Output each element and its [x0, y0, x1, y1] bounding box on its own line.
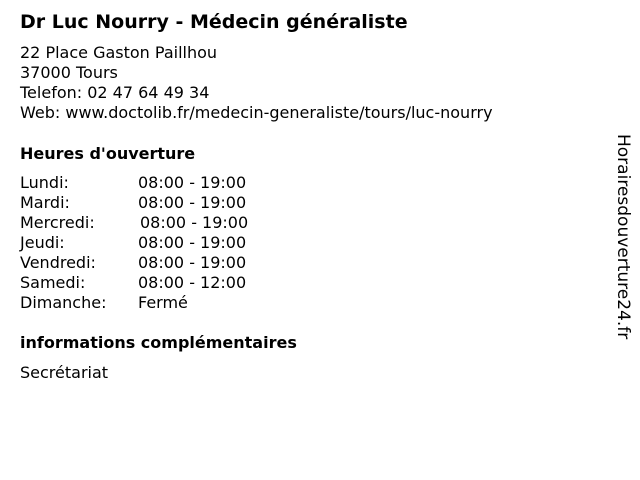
hours-row-tuesday	[20, 193, 600, 213]
additional-info-heading: informations complémentaires	[20, 333, 297, 352]
day-label: Lundi:	[20, 173, 69, 192]
time-value: 08:00 - 12:00	[138, 273, 247, 292]
time-value: Fermé	[138, 293, 188, 312]
city-postal-code: 37000 Tours	[20, 63, 118, 82]
day-label: Vendredi:	[20, 253, 96, 272]
additional-info-text: Secrétariat	[20, 363, 109, 382]
hours-row-thursday	[20, 233, 600, 253]
hours-row-friday	[20, 253, 600, 273]
phone-number: Telefon: 02 47 64 49 34	[20, 83, 210, 102]
hours-row-wednesday	[20, 213, 600, 233]
time-value: 08:00 - 19:00	[138, 233, 247, 252]
watermark-text: Horairesdouverture24.fr	[613, 134, 633, 340]
hours-row-saturday	[20, 273, 600, 293]
address-block	[20, 43, 600, 123]
website-link: Web: www.doctolib.fr/medecin-generaliste/tours/luc-nourry	[20, 103, 493, 122]
time-value: 08:00 - 19:00	[138, 173, 247, 192]
time-value: 08:00 - 19:00	[138, 193, 247, 212]
day-label: Mercredi:	[20, 213, 95, 232]
time-value: 08:00 - 19:00	[138, 253, 247, 272]
day-label: Dimanche:	[20, 293, 107, 312]
page-title: Dr Luc Nourry - Médecin généraliste	[20, 11, 408, 33]
opening-hours-heading: Heures d'ouverture	[20, 144, 196, 163]
day-label: Mardi:	[20, 193, 70, 212]
day-label: Jeudi:	[20, 233, 65, 252]
hours-row-sunday	[20, 293, 600, 313]
hours-row-monday	[20, 173, 600, 193]
business-card	[20, 10, 600, 383]
day-label: Samedi:	[20, 273, 86, 292]
time-value: 08:00 - 19:00	[140, 213, 249, 232]
watermark	[612, 134, 634, 346]
opening-hours-table	[20, 173, 600, 313]
street-address: 22 Place Gaston Paillhou	[20, 43, 218, 62]
